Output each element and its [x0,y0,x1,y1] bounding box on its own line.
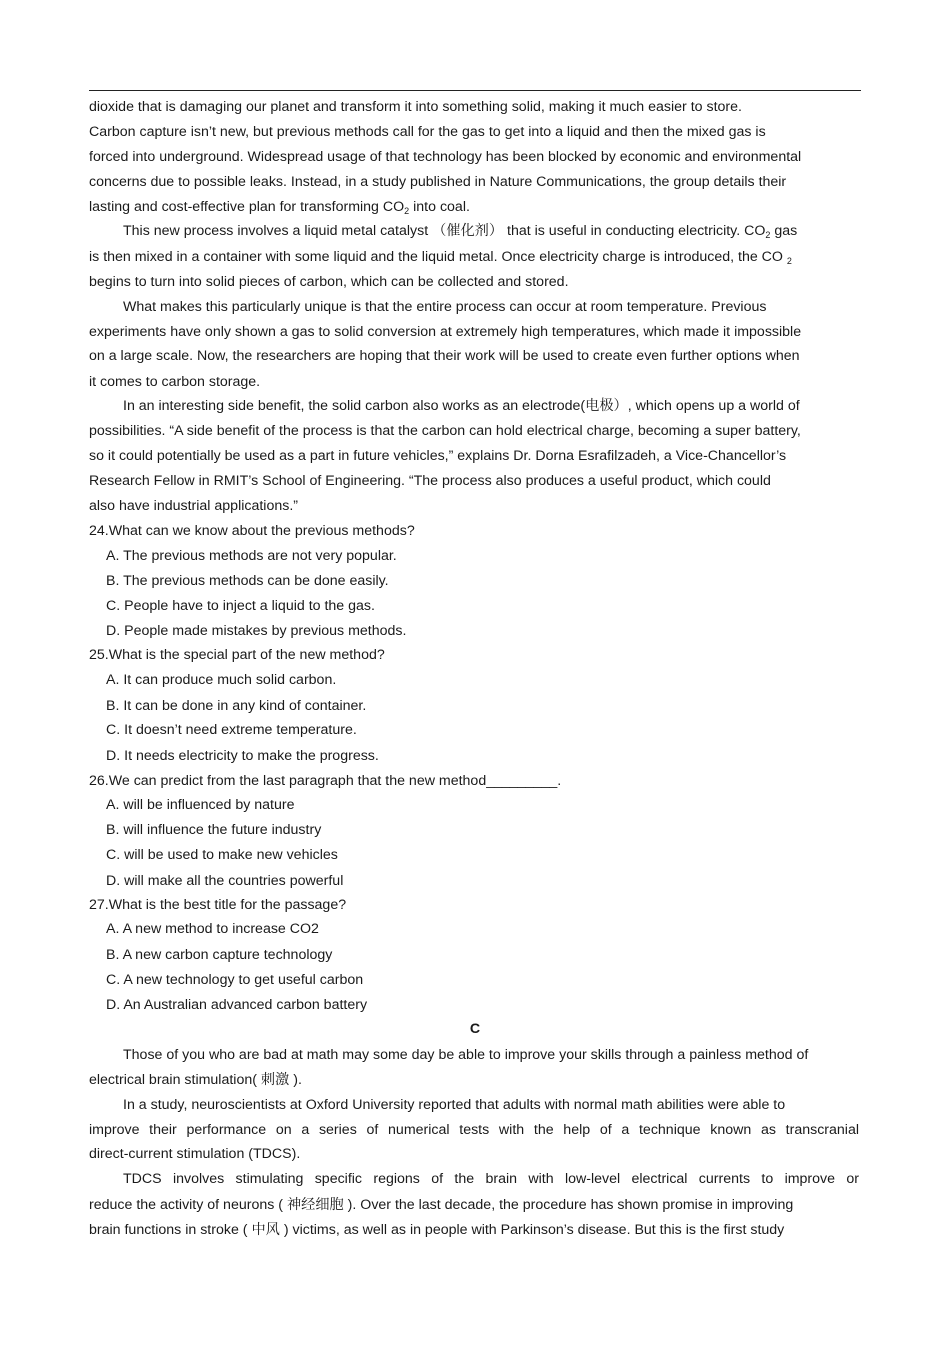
answer-option: B. A new carbon capture technology [106,947,333,963]
passage-b-line: Research Fellow in RMIT’s School of Engineering. “The process also produces a useful product, which could [89,473,771,489]
answer-option: A. It can produce much solid carbon. [106,672,337,688]
passage-b-line: This new process involves a liquid metal catalyst （催化剂） that is useful in conducting electricity. $CO_2$ gas [123,223,798,240]
passage-b-line: In an interesting side benefit, the solid carbon also works as an electrode(电极）, which opens up a world of [123,398,800,414]
header-rule [89,90,861,91]
passage-c-line: reduce the activity of neurons ( 神经细胞 ). Over the last decade, the procedure has shown promise in improving [89,1197,794,1213]
answer-option: A. The previous methods are not very popular. [106,548,397,564]
answer-option: D. An Australian advanced carbon battery [106,997,368,1013]
passage-c-line: Those of you who are bad at math may some day be able to improve your skills through a painless method of [123,1047,809,1063]
answer-option: A. will be influenced by nature [106,797,295,813]
answer-option: D. will make all the countries powerful [106,873,344,889]
question-stem: 27.What is the best title for the passage? [89,897,347,913]
passage-b-line: possibilities. “A side benefit of the process is that the carbon can hold electrical charge, becoming a super battery, [89,423,801,439]
passage-c-line: TDCS involves stimulating specific regions of the brain with low-level electrical currents to improve or [123,1171,859,1187]
section-heading: C [469,1021,481,1037]
passage-b-line: dioxide that is damaging our planet and transform it into something solid, making it much easier to store. [89,99,742,115]
answer-option: B. will influence the future industry [106,822,322,838]
answer-option: C. It doesn’t need extreme temperature. [106,722,357,738]
passage-b-line: begins to turn into solid pieces of carbon, which can be collected and stored. [89,274,569,290]
passage-c-line: improve their performance on a series of numerical tests with the help of a technique known as transcranial [89,1122,859,1138]
passage-b-line: on a large scale. Now, the researchers are hoping that their work will be used to create even further options when [89,348,800,364]
answer-option: C. A new technology to get useful carbon [106,972,364,988]
passage-b-line: concerns due to possible leaks. Instead, in a study published in Nature Communications, the group details their [89,174,787,190]
answer-option: D. It needs electricity to make the progress. [106,748,379,764]
passage-b-line: Carbon capture isn’t new, but previous methods call for the gas to get into a liquid and then the mixed gas is [89,124,766,140]
question-stem: 25.What is the special part of the new method? [89,647,385,663]
passage-c-line: electrical brain stimulation( 刺激 ). [89,1072,302,1088]
passage-b-line: experiments have only shown a gas to solid conversion at extremely high temperatures, which made it impossible [89,324,802,340]
passage-b-line: lasting and cost-effective plan for transforming $CO_2$ into coal. [89,199,470,216]
passage-b-line: What makes this particularly unique is that the entire process can occur at room temperature. Previous [123,299,767,315]
passage-c-line: In a study, neuroscientists at Oxford University reported that adults with normal math abilities were able to [123,1097,786,1113]
passage-b-line: it comes to carbon storage. [89,374,261,390]
question-stem: 24.What can we know about the previous methods? [89,523,415,539]
question-stem: 26.We can predict from the last paragraph that the new method_________. [89,773,562,789]
passage-b-line: is then mixed in a container with some liquid and the liquid metal. Once electricity charge is introduced, the CO $_2$ [89,249,792,266]
passage-c-line: direct-current stimulation (TDCS). [89,1146,301,1162]
answer-option: B. It can be done in any kind of container. [106,698,367,714]
passage-b-line: forced into underground. Widespread usage of that technology has been blocked by economic and environmental [89,149,802,165]
answer-option: A. A new method to increase CO2 [106,921,319,937]
answer-option: C. will be used to make new vehicles [106,847,338,863]
answer-option: C. People have to inject a liquid to the gas. [106,598,375,614]
passage-b-line: so it could potentially be used as a part in future vehicles,” explains Dr. Dorna Esrafilzadeh, a Vice-Chancellor’s [89,448,787,464]
answer-option: D. People made mistakes by previous methods. [106,623,407,639]
answer-option: B. The previous methods can be done easily. [106,573,389,589]
passage-b-line: also have industrial applications.” [89,498,298,514]
passage-c-line: brain functions in stroke ( 中风 ) victims, as well as in people with Parkinson’s disease. But this is the first study [89,1222,785,1238]
